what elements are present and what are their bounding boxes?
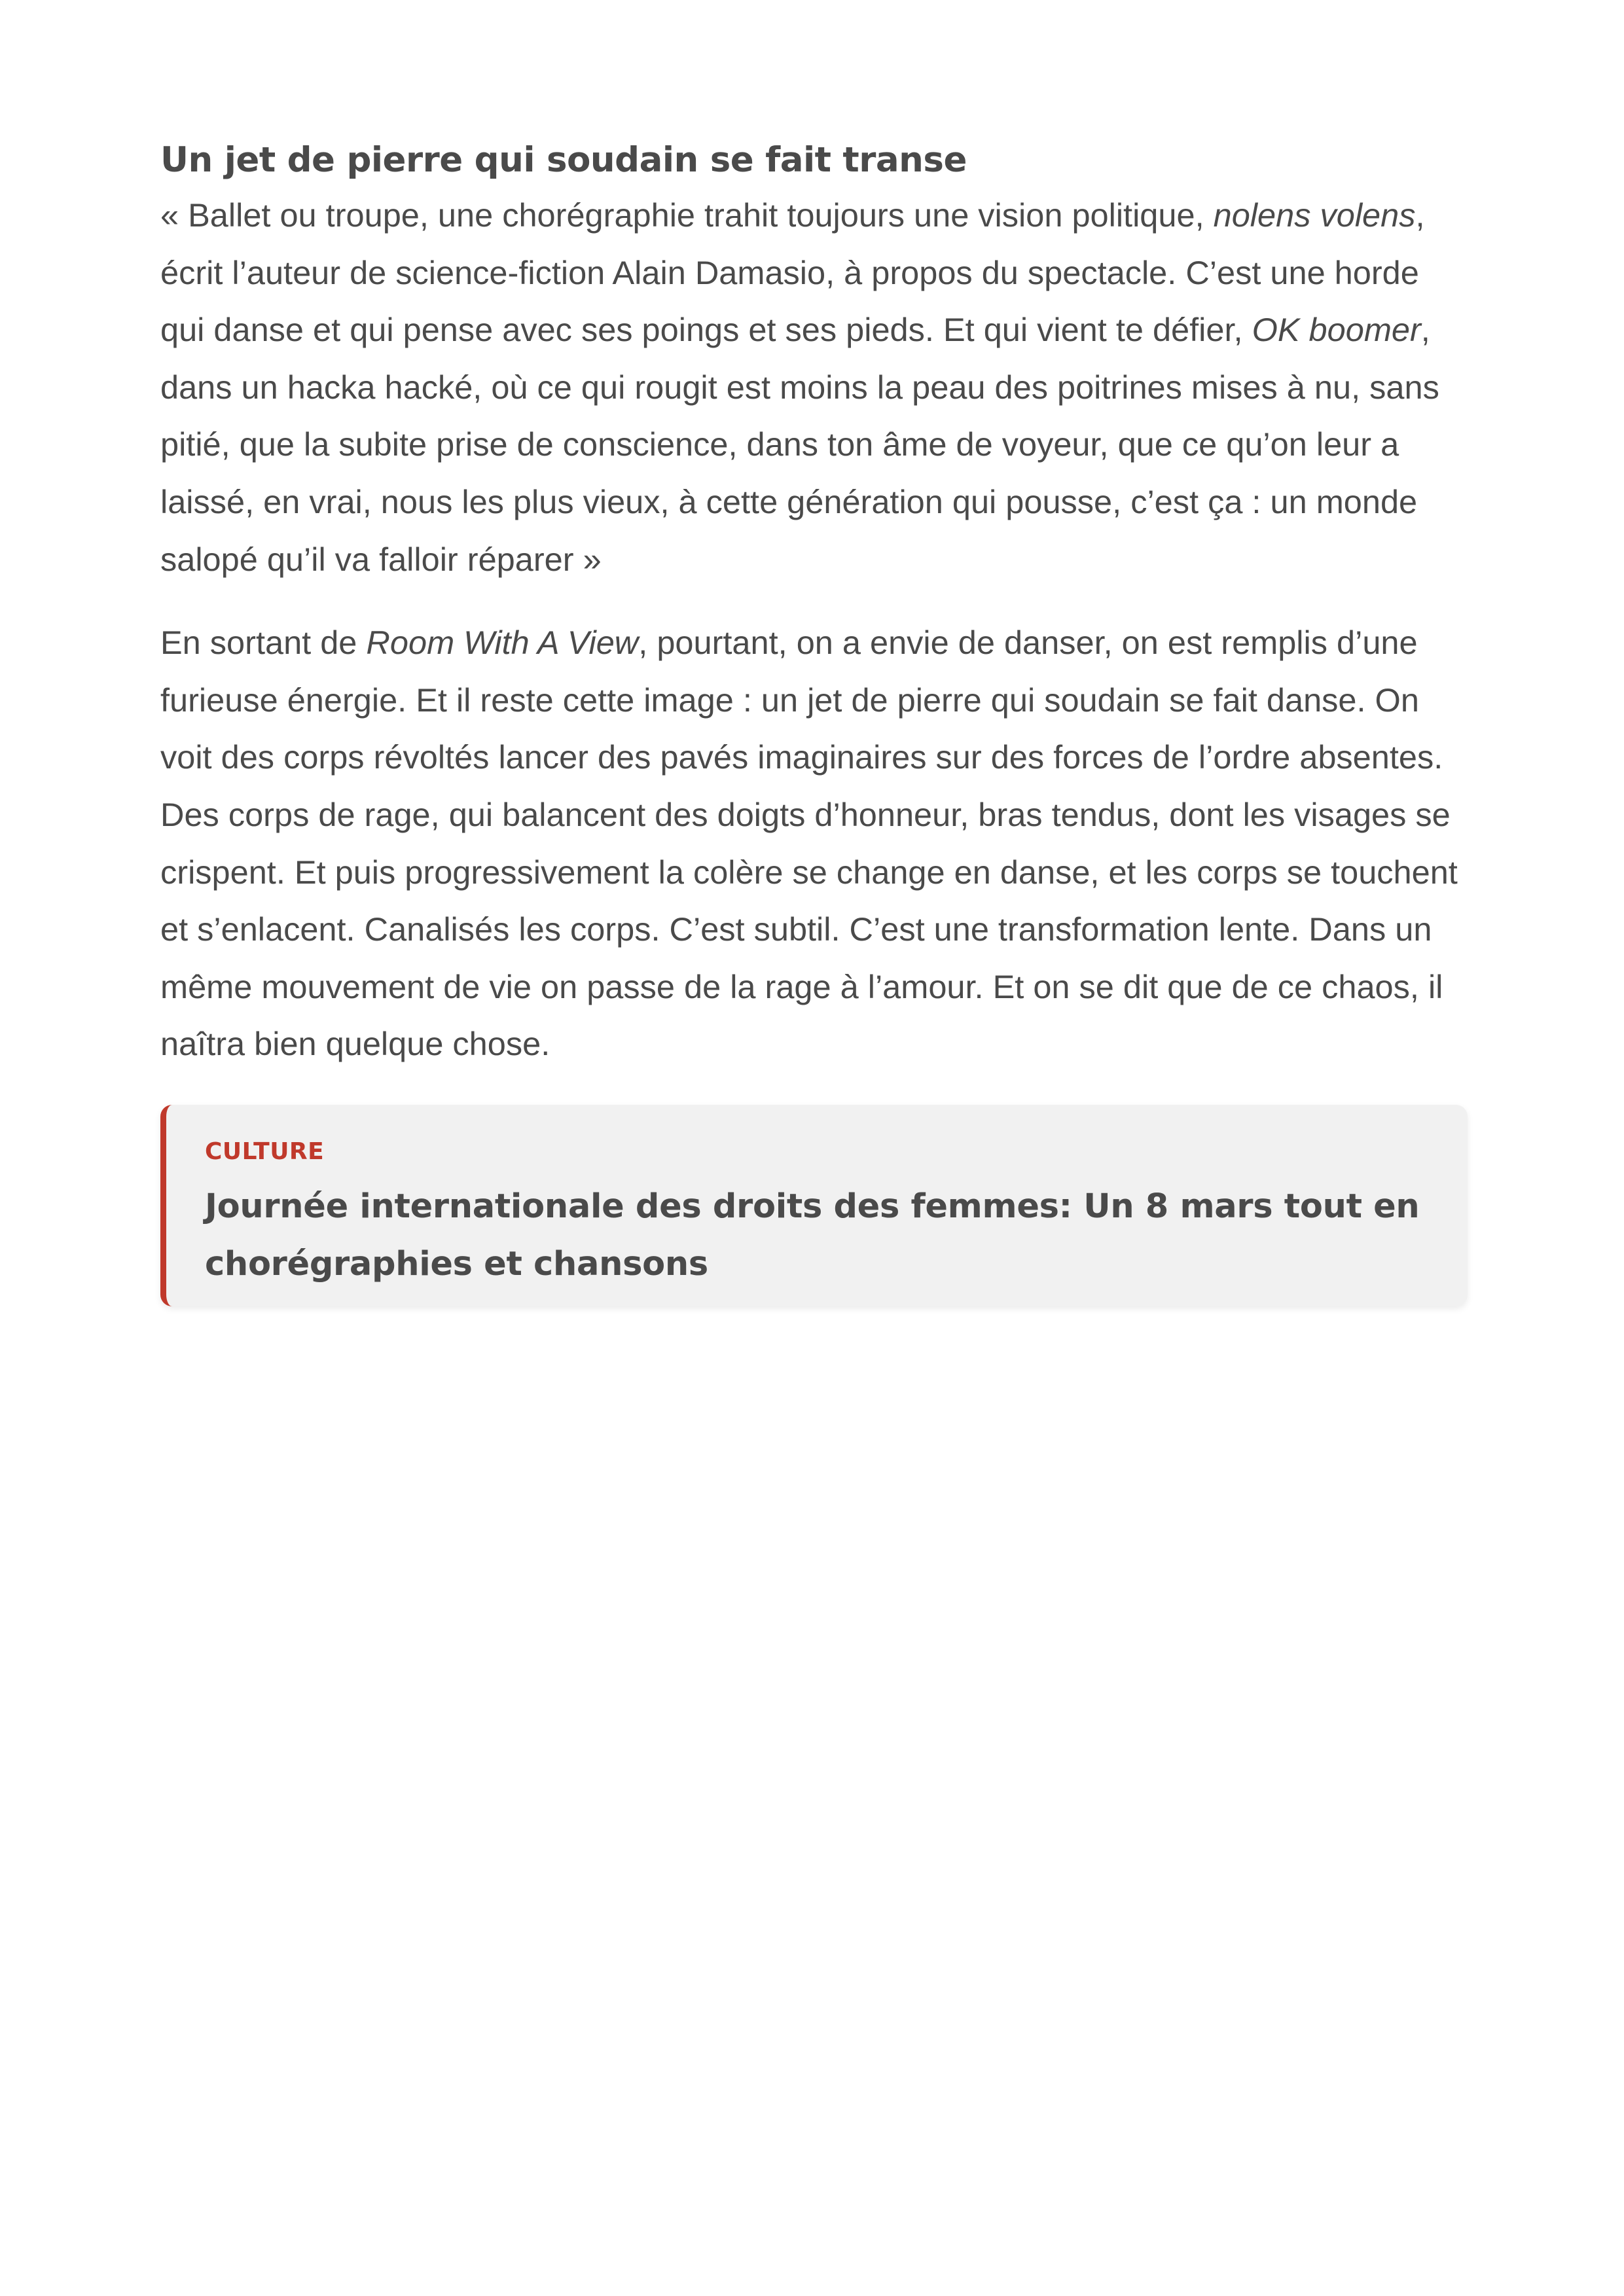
paragraph-text: , pourtant, on a envie de danser, on est remplis d’une furieuse énergie. Et il reste cette image : un jet de pierre qui soudain se fait danse. On voit des corps révoltés lancer des pavés imaginaires sur des forces de l’ordre absentes. Des corps de rage, qui balancent des doigts d’honneur, bras tendus, dont les visages se crispent. Et puis progressivement la colère se change en danse, et les corps se touchent et s’enlacent. Canalisés les corps. C’est subtil. C’est une transformation lente. Dans un même mouvement de vie on passe de la rage à l’amour. Et on se dit que de ce chaos, il naîtra bien quelque chose.: [160, 624, 1458, 1063]
paragraph-text: « Ballet ou troupe, une chorégraphie trahit toujours une vision politique,: [160, 196, 1214, 234]
paragraph-text: , dans un hacka hacké, où ce qui rougit est moins la peau des poitrines mises à nu, sans pitié, que la subite prise de conscience, dans ton âme de voyeur, que ce qu’on leur a laissé, en vrai, nous les plus vieux, à cette génération qui pousse, c’est ça : un monde salopé qu’il va falloir réparer »: [160, 311, 1439, 578]
paragraph-text: En sortant de: [160, 624, 367, 662]
related-article-title[interactable]: Journée internationale des droits des femmes: Un 8 mars tout en chorégraphies et chansons: [205, 1187, 1420, 1283]
paragraph-review: [160, 614, 1466, 1073]
article-body: [160, 134, 1466, 1073]
paragraph-quote: [160, 187, 1466, 588]
related-article-card[interactable]: [160, 1105, 1468, 1306]
italic-text: nolens volens: [1213, 196, 1416, 234]
italic-text: Room With A View: [366, 624, 639, 662]
section-heading: Un jet de pierre qui soudain se fait transe: [160, 140, 967, 180]
related-article-category: CULTURE: [205, 1138, 325, 1165]
italic-text: OK boomer: [1252, 311, 1421, 349]
paragraph-text: , écrit l’auteur de science-fiction Alain Damasio, à propos du spectacle. C’est une horde qui danse et qui pense avec ses poings et ses pieds. Et qui vient te défier,: [160, 196, 1425, 349]
